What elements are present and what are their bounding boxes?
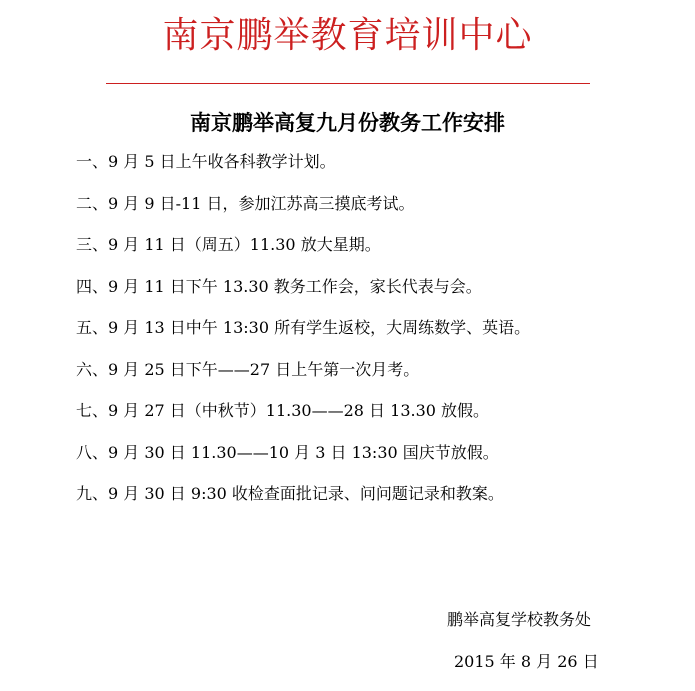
signature-date: 2015 年 8 月 26 日 — [454, 652, 599, 671]
schedule-item: 六、9 月 25 日下午——27 日上午第一次月考。 — [76, 359, 420, 379]
schedule-item: 二、9 月 9 日-11 日，参加江苏高三摸底考试。 — [76, 193, 415, 213]
document-title: 南京鹏举高复九月份教务工作安排 — [190, 110, 505, 135]
schedule-item: 八、9 月 30 日 11.30——10 月 3 日 13:30 国庆节放假。 — [76, 442, 499, 462]
schedule-item: 五、9 月 13 日中午 13:30 所有学生返校，大周练数学、英语。 — [76, 318, 531, 337]
signature-office: 鹏举高复学校教务处 — [447, 610, 592, 629]
letterhead-divider — [106, 83, 590, 84]
schedule-item: 四、9 月 11 日下午 13.30 教务工作会，家长代表与会。 — [76, 276, 482, 296]
schedule-item: 一、9 月 5 日上午收各科教学计划。 — [76, 152, 336, 171]
schedule-item: 三、9 月 11 日（周五）11.30 放大星期。 — [76, 235, 381, 254]
schedule-item: 七、9 月 27 日（中秋节）11.30——28 日 13.30 放假。 — [76, 401, 490, 420]
schedule-item: 九、9 月 30 日 9:30 收检查面批记录、问问题记录和教案。 — [76, 484, 504, 503]
schedule-list — [76, 148, 676, 522]
letterhead-org-name: 南京鹏举教育培训中心 — [162, 15, 533, 56]
